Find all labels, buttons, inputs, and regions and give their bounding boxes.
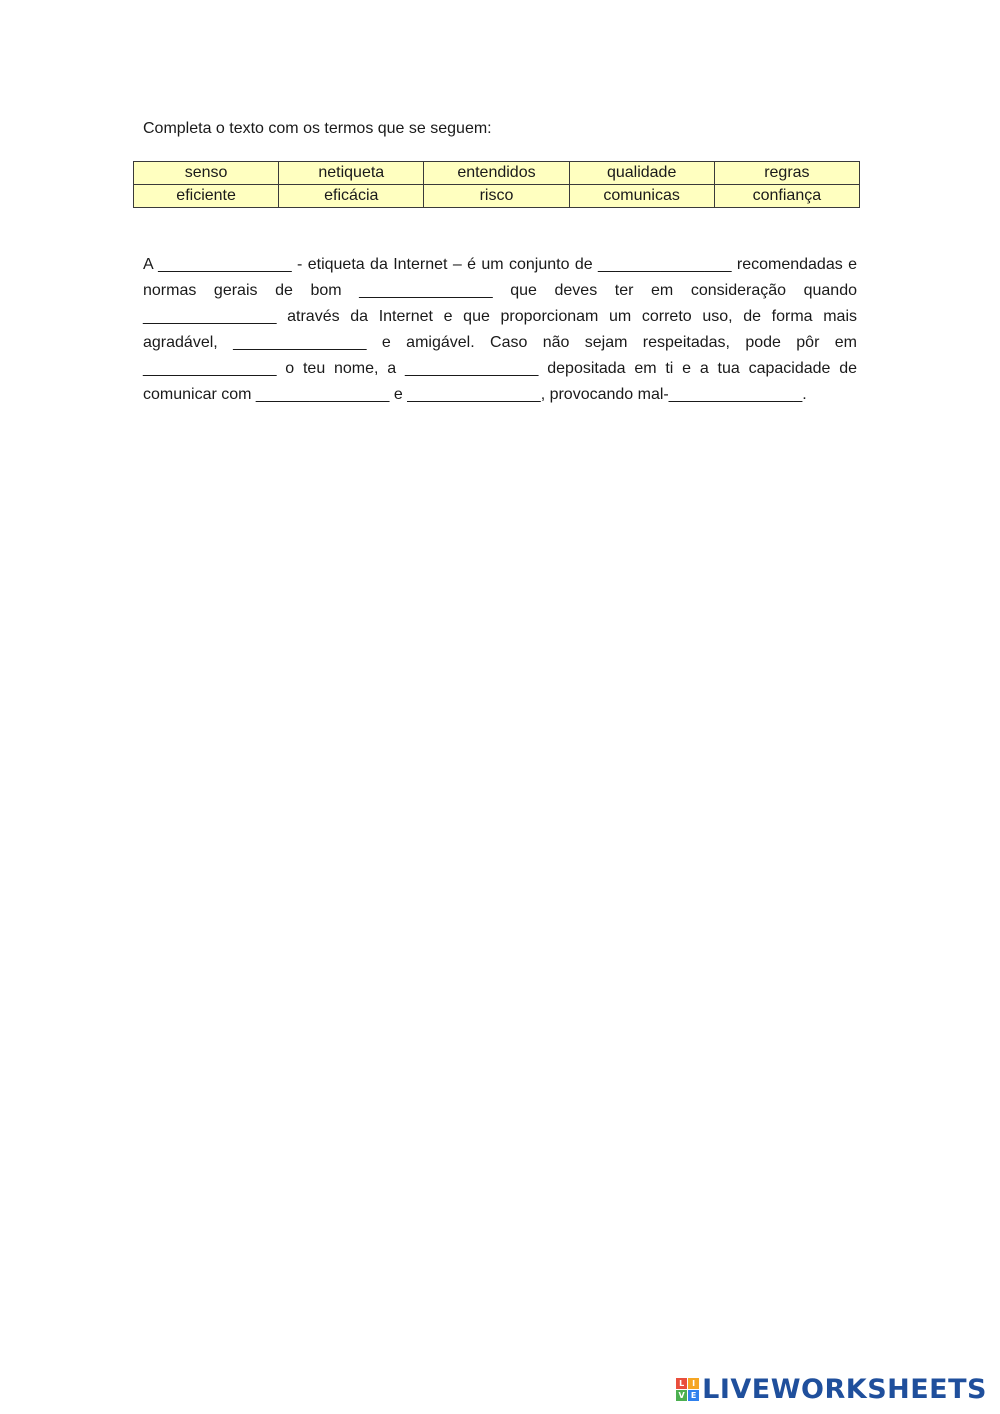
answer-blank-2[interactable]: _______________ — [598, 256, 732, 273]
answer-blank-9[interactable]: _______________ — [407, 386, 541, 403]
word-bank-table — [133, 161, 860, 208]
answer-blank-7[interactable]: _______________ — [404, 360, 539, 377]
passage-text: e amigável. Caso não sejam respeitadas, pode pôr em — [366, 334, 857, 351]
word-bank-cell: qualidade — [569, 162, 714, 185]
liveworksheets-logo-icon — [676, 1378, 699, 1401]
word-bank-cell: risco — [424, 185, 569, 208]
passage-text: e — [389, 386, 408, 403]
word-bank-row — [134, 162, 860, 185]
passage-text: . — [802, 386, 807, 403]
logo-letter: I — [688, 1378, 699, 1389]
logo-letter: L — [676, 1378, 687, 1389]
fill-in-passage — [143, 252, 857, 408]
word-bank-cell: regras — [714, 162, 859, 185]
passage-text: o teu nome, a — [276, 360, 405, 377]
passage-text: através da Internet e que proporcionam um correto uso, de forma mais agradável, — [143, 308, 857, 351]
answer-blank-4[interactable]: _______________ — [143, 308, 277, 325]
liveworksheets-brand — [676, 1374, 987, 1405]
passage-text: A — [143, 256, 159, 273]
word-bank-cell: senso — [134, 162, 279, 185]
word-bank-cell: comunicas — [569, 185, 714, 208]
logo-letter: E — [688, 1390, 699, 1401]
answer-blank-6[interactable]: _______________ — [143, 360, 277, 377]
answer-blank-1[interactable]: _______________ — [158, 256, 292, 273]
word-bank-cell: entendidos — [424, 162, 569, 185]
answer-blank-8[interactable]: _______________ — [255, 386, 390, 403]
passage-text: recomendadas e normas gerais de bom — [143, 256, 858, 299]
word-bank-cell: confiança — [714, 185, 859, 208]
passage-text: que deves ter em consideração quando — [492, 282, 857, 299]
answer-blank-10[interactable]: _______________ — [668, 386, 803, 403]
logo-letter: V — [676, 1390, 687, 1401]
answer-blank-5[interactable]: _______________ — [233, 334, 367, 351]
passage-text: , provocando mal- — [540, 386, 669, 403]
word-bank-cell: eficiente — [134, 185, 279, 208]
passage-text: - etiqueta da Internet – é um conjunto de — [291, 256, 599, 273]
word-bank-row — [134, 185, 860, 208]
word-bank-cell: eficácia — [279, 185, 424, 208]
word-bank-cell: netiqueta — [279, 162, 424, 185]
passage-text: depositada em ti e a tua capacidade de comunicar com — [143, 360, 857, 403]
answer-blank-3[interactable]: _______________ — [359, 282, 493, 299]
brand-wordmark: LIVEWORKSHEETS — [702, 1374, 987, 1405]
instruction-text: Completa o texto com os termos que se seguem: — [143, 120, 492, 137]
